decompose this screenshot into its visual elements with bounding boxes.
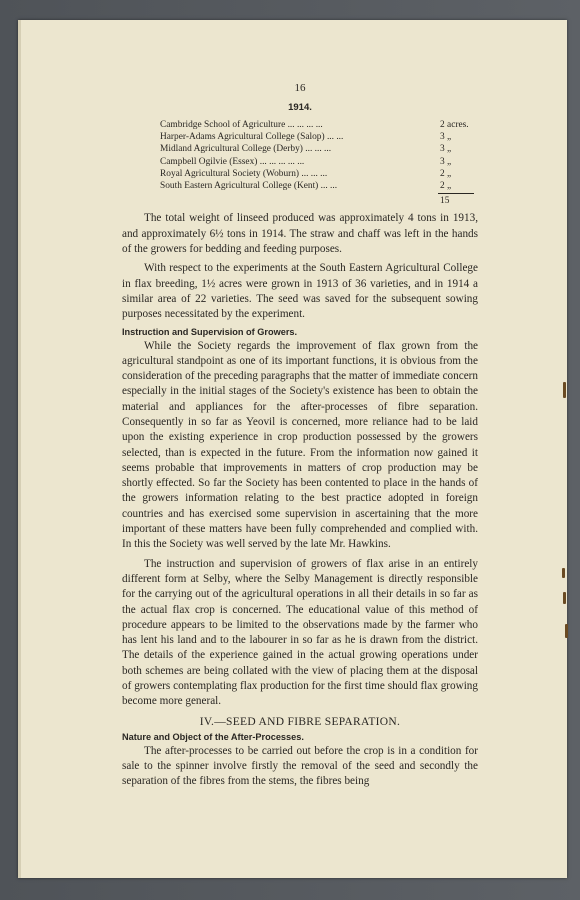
table-row	[160, 180, 478, 192]
table-row	[160, 119, 478, 131]
section-title: IV.—SEED AND FIBRE SEPARATION.	[199, 715, 401, 728]
institution-name: South Eastern Agricultural College (Kent) ... ...	[160, 181, 338, 192]
paragraph-flax-breeding: With respect to the experiments at the South Eastern Agricultural College in flax breeding, 1½ acres were grown in 1913 of 36 varieties, and in 1914 a similar area of 22 varieties. The seed was saved for the subsequent sowing purposes necessitated by the experiment.	[122, 262, 478, 321]
margin-mark	[563, 592, 566, 604]
paragraph-selby: The instruction and supervision of growers of flax arise in an entirely different form at Selby, where the Selby Management is directly responsible for the carrying out of the agricultural operations in all their details in so far as the actual flax crop is concerned. The educational value of this method of procedure appears to be limited to the observations made by the farmer who has lent his land and to the labourer in so far as he is drawn from the district. The details of the experience gained in the actual growing operations under both schemes are being collated with the view of placing them at the disposal of growers contemplating flax production for the first time should flax growing become more general.	[122, 557, 478, 708]
year-heading: 1914.	[288, 102, 312, 113]
table-row	[160, 156, 478, 168]
margin-mark	[562, 568, 565, 578]
margin-mark	[565, 624, 568, 638]
paragraph-society-role: While the Society regards the improvement of flax grown from the agricultural standpoint as one of its important functions, it is obvious from the consideration of the preceding paragraphs that the matter of immediate concern especially in the initial stages of the Society's existence has been to obtain the material and appliances for the after-processes of fibre separation. Consequently in so far as Yeovil is concerned, more reliance had to be laid upon the existing experience in crop production possessed by the growers selected, than is expected in the future. From the information now gained it seems probable that improvements in matters of crop production may be shortly effected. So far the Society has been contented to place in the hands of the growers information relating to the best practice adopted in foreign countries and has exercised some supervision in ascertaining that the more important of these matters have been fully comprehended and complied with. In this the Society was well served by the late Mr. Hawkins.	[122, 339, 478, 551]
table-row	[160, 143, 478, 155]
institution-name: Midland Agricultural College (Derby) ... ... ...	[160, 144, 332, 155]
institution-name: Campbell Ogilvie (Essex) ... ... ... ... ...	[160, 156, 305, 167]
margin-mark	[563, 382, 566, 398]
acreage-table	[160, 119, 478, 207]
subheading-after-processes: Nature and Object of the After-Processes.	[122, 731, 304, 742]
page-number: 16	[294, 82, 306, 94]
institution-name: Royal Agricultural Society (Woburn) ... ... ...	[160, 168, 328, 179]
paragraph-after-processes: The after-processes to be carried out before the crop is in a condition for sale to the spinner involve firstly the removal of the seed and secondly the separation of the fibres from the stems, the fibres being	[122, 744, 478, 788]
institution-name: Cambridge School of Agriculture ... ... ... ...	[160, 120, 323, 130]
acreage-total: 15	[438, 193, 474, 207]
paragraph-linseed-weight: The total weight of linseed produced was approximately 4 tons in 1913, and approximately 6½ tons in 1914. The straw and chaff was left in the hands of the growers for bedding and feeding purposes.	[122, 212, 478, 256]
acreage-value: 3 „	[440, 132, 452, 143]
acreage-value: 3 „	[440, 144, 452, 155]
acreage-value: 3 „	[440, 156, 452, 167]
page-content	[122, 82, 478, 790]
acreage-value: 2 acres.	[440, 120, 469, 130]
table-row	[160, 131, 478, 143]
acreage-value: 2 „	[440, 168, 452, 179]
subheading-instruction: Instruction and Supervision of Growers.	[122, 326, 298, 337]
table-row	[160, 168, 478, 180]
acreage-total-row	[160, 193, 478, 207]
institution-name: Harper-Adams Agricultural College (Salop) ... ...	[160, 132, 344, 143]
acreage-value: 2 „	[440, 181, 452, 192]
